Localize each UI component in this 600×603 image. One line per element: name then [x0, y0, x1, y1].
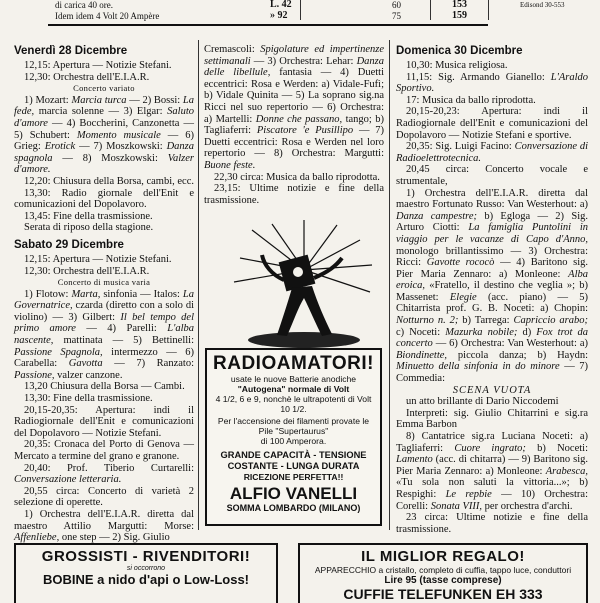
- top-line-2: Idem idem 4 Volt 20 Ampère: [55, 11, 160, 21]
- text-line: 13,30: Radio giornale dell'Enit e comunicazioni del Dopolavoro.: [14, 187, 194, 211]
- subheading: Concerto di musica varia: [57, 277, 151, 288]
- ad-line: APPARECCHIO a cristallo, completo di cuffia, tappo luce, conduttori: [314, 565, 572, 575]
- paragraph: 1) Orchestra dell'E.I.A.R. diretta dal maestro Fortunato Russo: Van Westerhout: a) Danza campestre; b) Egloga — 2) Sig. Arturo Ciotti: La famiglia Puntolini in viaggio per le vacanze di Capo d'Anno, monologo brillantissimo — 3) Orchestra: Ricci: Gavotte rococò — 4) Baritono sig. Pier Maria Zennaro: a) Monleone: Alba eroica, «Fratello, il destino che veglia »; b) Massenet: Elegie (acc. piano) — 5) Chitarrista prof. G. B. Noceti: a) Chopin: Notturno n. 2; b) Tarrega: Capriccio arabo; c) Noceti: Mazurka nobile; d) Fox trot da concerto — 6) Orchestra: Van Westerhout: a) Biondinette, piccola danza; b) Haydn: Minuetto della sinfonia in do minore — 7) Commedia:: [396, 187, 589, 385]
- radio-cartoon-illustration: [232, 220, 377, 348]
- text-line: 12,30: Orchestra dell'E.I.A.R.: [24, 71, 150, 83]
- column-right: [396, 44, 588, 535]
- top-corner: Edisond 30-553: [520, 1, 565, 9]
- paragraph: 1) Mozart: Marcia turca — 2) Bossi: La fede, marcia solenne — 3) Elgar: Saluto d'amore — 4) Boccherini, Canzonetta — 5) Schubert: Momento musicale — 6) Grieg: Erotick — 7) Moszkowski: Danza spagnola — 8) Moszkowski: Valzer d'amore.: [14, 94, 194, 176]
- ad-line: di 100 Amperora.: [260, 436, 327, 446]
- top-right-2: 159: [452, 10, 467, 21]
- ad-line: Per l'accensione dei filamenti provate le Pile "Supertaurus": [217, 416, 370, 436]
- paragraph: Cremascoli: Spigolature ed impertinenze settimanali — 3) Orchestra: Lehar: Danza delle libellule, fantasia — 4) Duetti eccentrici: Rosa e Werden: a) Vidale-Fufì; b) Vidale Quinita — 5) La soprano sig.na Ricci nel suo repertorio — 6) Orchestra: a) Martelli: Donne che passano, tango; b) Tagliaferri: Piscatore 'e Pusillipo — 7) Duetti eccentrici: Rosa e Werden nel loro repertorio — 8) Orchestra: Margutti: Buone feste.: [204, 44, 385, 171]
- top-mid-2: 75: [392, 11, 401, 21]
- ad-title: IL MIGLIOR REGALO!: [361, 548, 525, 565]
- ad-line: BOBINE a nido d'api o Low-Loss!: [42, 572, 250, 587]
- ad-line: CUFFIE TELEFUNKEN EH 333: [343, 586, 543, 602]
- ad-line: 4 1/2, 6 e 9, nonchè le ultrapotenti di Volt 10 1/2.: [215, 394, 372, 414]
- paragraph: 8) Cantatrice sig.ra Luciana Noceti: a) Tagliaferri: Cuore ingrato; b) Noceti: Lamento (acc. di chitarra) — 9) Baritono sig. Pier Maria Zennaro: a) Monleone: Arabesca, «Tu sola non saluti la vittoria...»; b) Respighi: Le repbie — 10) Orchestra: Corelli: Sonata VIII, per orchestra d'archi.: [396, 431, 589, 512]
- text-line: 13,30: Fine della trasmissione.: [24, 393, 153, 405]
- top-mid-1: 60: [392, 0, 401, 10]
- ad-place: SOMMA LOMBARDO (MILANO): [226, 503, 361, 513]
- ad-line: "Autogena" normale di Volt: [237, 384, 350, 394]
- top-price-2: » 92: [270, 10, 288, 21]
- text-line: 12,15: Apertura — Notizie Stefani.: [24, 253, 172, 265]
- heading-sabato: Sabato 29 Dicembre: [14, 238, 124, 251]
- text-line: 20,35: Cronaca del Porto di Genova — Mercato a termine del grano e granone.: [14, 439, 194, 462]
- text-line: 20,45 circa: Concerto vocale e strumentale,: [396, 164, 588, 187]
- text-line: 20,15-20,35: Apertura: indi il Radiogiornale dell'Enit e comunicazioni del Dopolavoro — Notizie Stefani.: [14, 404, 194, 439]
- play-title: SCENA VUOTA: [452, 384, 532, 396]
- ad-title: RADIOAMATORI!: [213, 353, 374, 374]
- ad-price: Lire 95 (tasse comprese): [384, 575, 502, 586]
- ad-title: GROSSISTI - RIVENDITORI!: [41, 548, 251, 565]
- text-line: un atto brillante di Dario Niccodemi: [406, 396, 559, 408]
- paragraph: 1) Orchestra dell'E.I.A.R. diretta dal maestro Attilio Margutti: Morse: Affenliebe, one step — 2) Sig. Giulio: [14, 508, 194, 544]
- text-line: 20,55 circa: Concerto di varietà 2 selezione di operette.: [14, 485, 194, 509]
- text-line: 20,15-20,23: Apertura: indi il Radiogiornale dell'Enit e comunicazioni del Dopolavoro — Notizie Stefani e sportive.: [396, 106, 588, 141]
- text-line: 22,30 circa: Musica da ballo riprodotta.: [214, 171, 380, 183]
- top-price-1: L. 42: [270, 0, 292, 10]
- paragraph: 11,15: Sig. Armando Gianello: L'Araldo Sportivo.: [396, 71, 588, 95]
- ad-radioamatori: [205, 348, 382, 526]
- ad-line: COSTANTE - LUNGA DURATA: [227, 461, 360, 471]
- text-line: 13,45: Fine della trasmissione.: [24, 210, 153, 222]
- column-divider: [198, 40, 199, 530]
- ad-brand: ALFIO VANELLI: [229, 484, 358, 503]
- text-line: Interpreti: sig. Giulio Chitarrini e sig.ra Emma Barbon: [396, 407, 588, 431]
- ad-line: RICEZIONE PERFETTA!!: [243, 472, 344, 482]
- ad-line: GRANDE CAPACITÀ - TENSIONE: [220, 450, 367, 460]
- paragraph: 20,35: Sig. Luigi Facino: Conversazione di Radioelettrotecnica.: [396, 141, 589, 164]
- ad-line: si occorrono: [126, 565, 166, 572]
- ad-grossisti: [14, 543, 278, 603]
- text-line: 12,15: Apertura — Notizie Stefani.: [24, 60, 172, 71]
- column-divider: [389, 40, 390, 530]
- ad-miglior-regalo: [298, 543, 588, 603]
- top-rule: [48, 24, 488, 26]
- column-left: [14, 44, 194, 544]
- heading-domenica: Domenica 30 Dicembre: [396, 45, 523, 57]
- text-line: 23 circa: Ultime notizie e fine della trasmissione.: [396, 512, 588, 535]
- text-line: 10,30: Musica religiosa.: [406, 60, 508, 71]
- text-line: Serata di riposo della stagione.: [24, 222, 154, 234]
- top-right-1: 153: [452, 0, 467, 10]
- text-line: 13,20 Chiusura della Borsa — Cambi.: [24, 381, 185, 393]
- heading-venerdi: Venerdì 28 Dicembre: [14, 45, 128, 57]
- top-strip: [0, 0, 600, 32]
- paragraph: 1) Flotow: Marta, sinfonia — Italos: La Governatrice, czarda (diretto con a solo di violino) — 3) Gilbert: Il bel tempo del primo amore — 4) Parelli: L'alba nascente, mattinata — 5) Bettinelli: Passione Spagnola, intermezzo — 6) Carabella: Gavotta — 7) Ranzato: Passione, valzer canzone.: [14, 288, 194, 381]
- ad-line: usate le nuove Batterie anodiche: [230, 374, 357, 384]
- text-line: 12,20: Chiusura della Borsa, cambi, ecc.: [24, 175, 194, 187]
- text-line: 12,30: Orchestra dell'E.I.A.R.: [24, 265, 150, 277]
- subheading: Concerto variato: [73, 83, 135, 94]
- text-line: 17: Musica da ballo riprodotta.: [406, 94, 536, 106]
- paragraph: 20,40: Prof. Tiberio Curtarelli: Conversazione letteraria.: [14, 462, 194, 486]
- column-middle: [204, 44, 384, 206]
- text-line: 23,15: Ultime notizie e fine della trasmissione.: [204, 183, 384, 206]
- top-line-1: di carica 40 ore.: [55, 0, 113, 10]
